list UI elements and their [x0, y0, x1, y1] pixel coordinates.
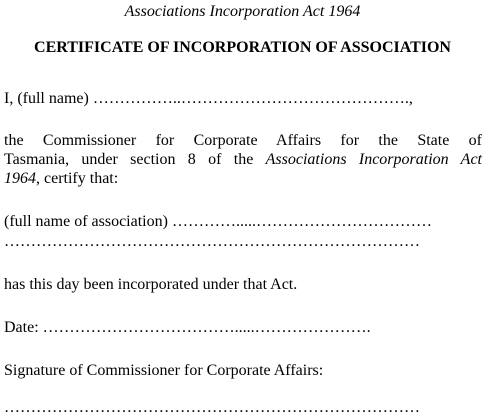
act-title: Associations Incorporation Act 1964 [124, 3, 361, 20]
association-dots-line-2: …………………………………………………………………… [4, 233, 420, 250]
date-line [4, 318, 482, 337]
full-name-dots: ……………..……………………………………., [92, 90, 413, 107]
incorporated-statement: has this day been incorporated under that Act. [4, 276, 298, 293]
certificate-heading: CERTIFICATE OF INCORPORATION OF ASSOCIATION [34, 39, 451, 56]
act-name-italic: Associations Incorporation Act [265, 151, 482, 168]
association-dots: ………….....…………………………… [171, 213, 432, 230]
commissioner-line-2 [4, 150, 482, 169]
date-dots: ……………………………….....…………………. [42, 319, 371, 336]
date-label: Date: [4, 319, 43, 336]
signature-label: Signature of Commissioner for Corporate Affairs: [4, 362, 324, 379]
signature-dots: …………………………………………………………………… [4, 399, 420, 416]
act-year-italic: 1964 [4, 170, 36, 187]
full-name-line [4, 89, 482, 108]
association-line [4, 212, 482, 231]
certify-text: , certify that: [36, 170, 119, 187]
commissioner-line-3 [4, 169, 482, 188]
commissioner-line-1: the Commissioner for Corporate Affairs for the State of [4, 132, 482, 149]
commissioner-line-2-text: Tasmania, under section 8 of the [4, 151, 266, 168]
association-label: (full name of association) [4, 213, 172, 230]
full-name-label: I, (full name) [4, 90, 93, 107]
